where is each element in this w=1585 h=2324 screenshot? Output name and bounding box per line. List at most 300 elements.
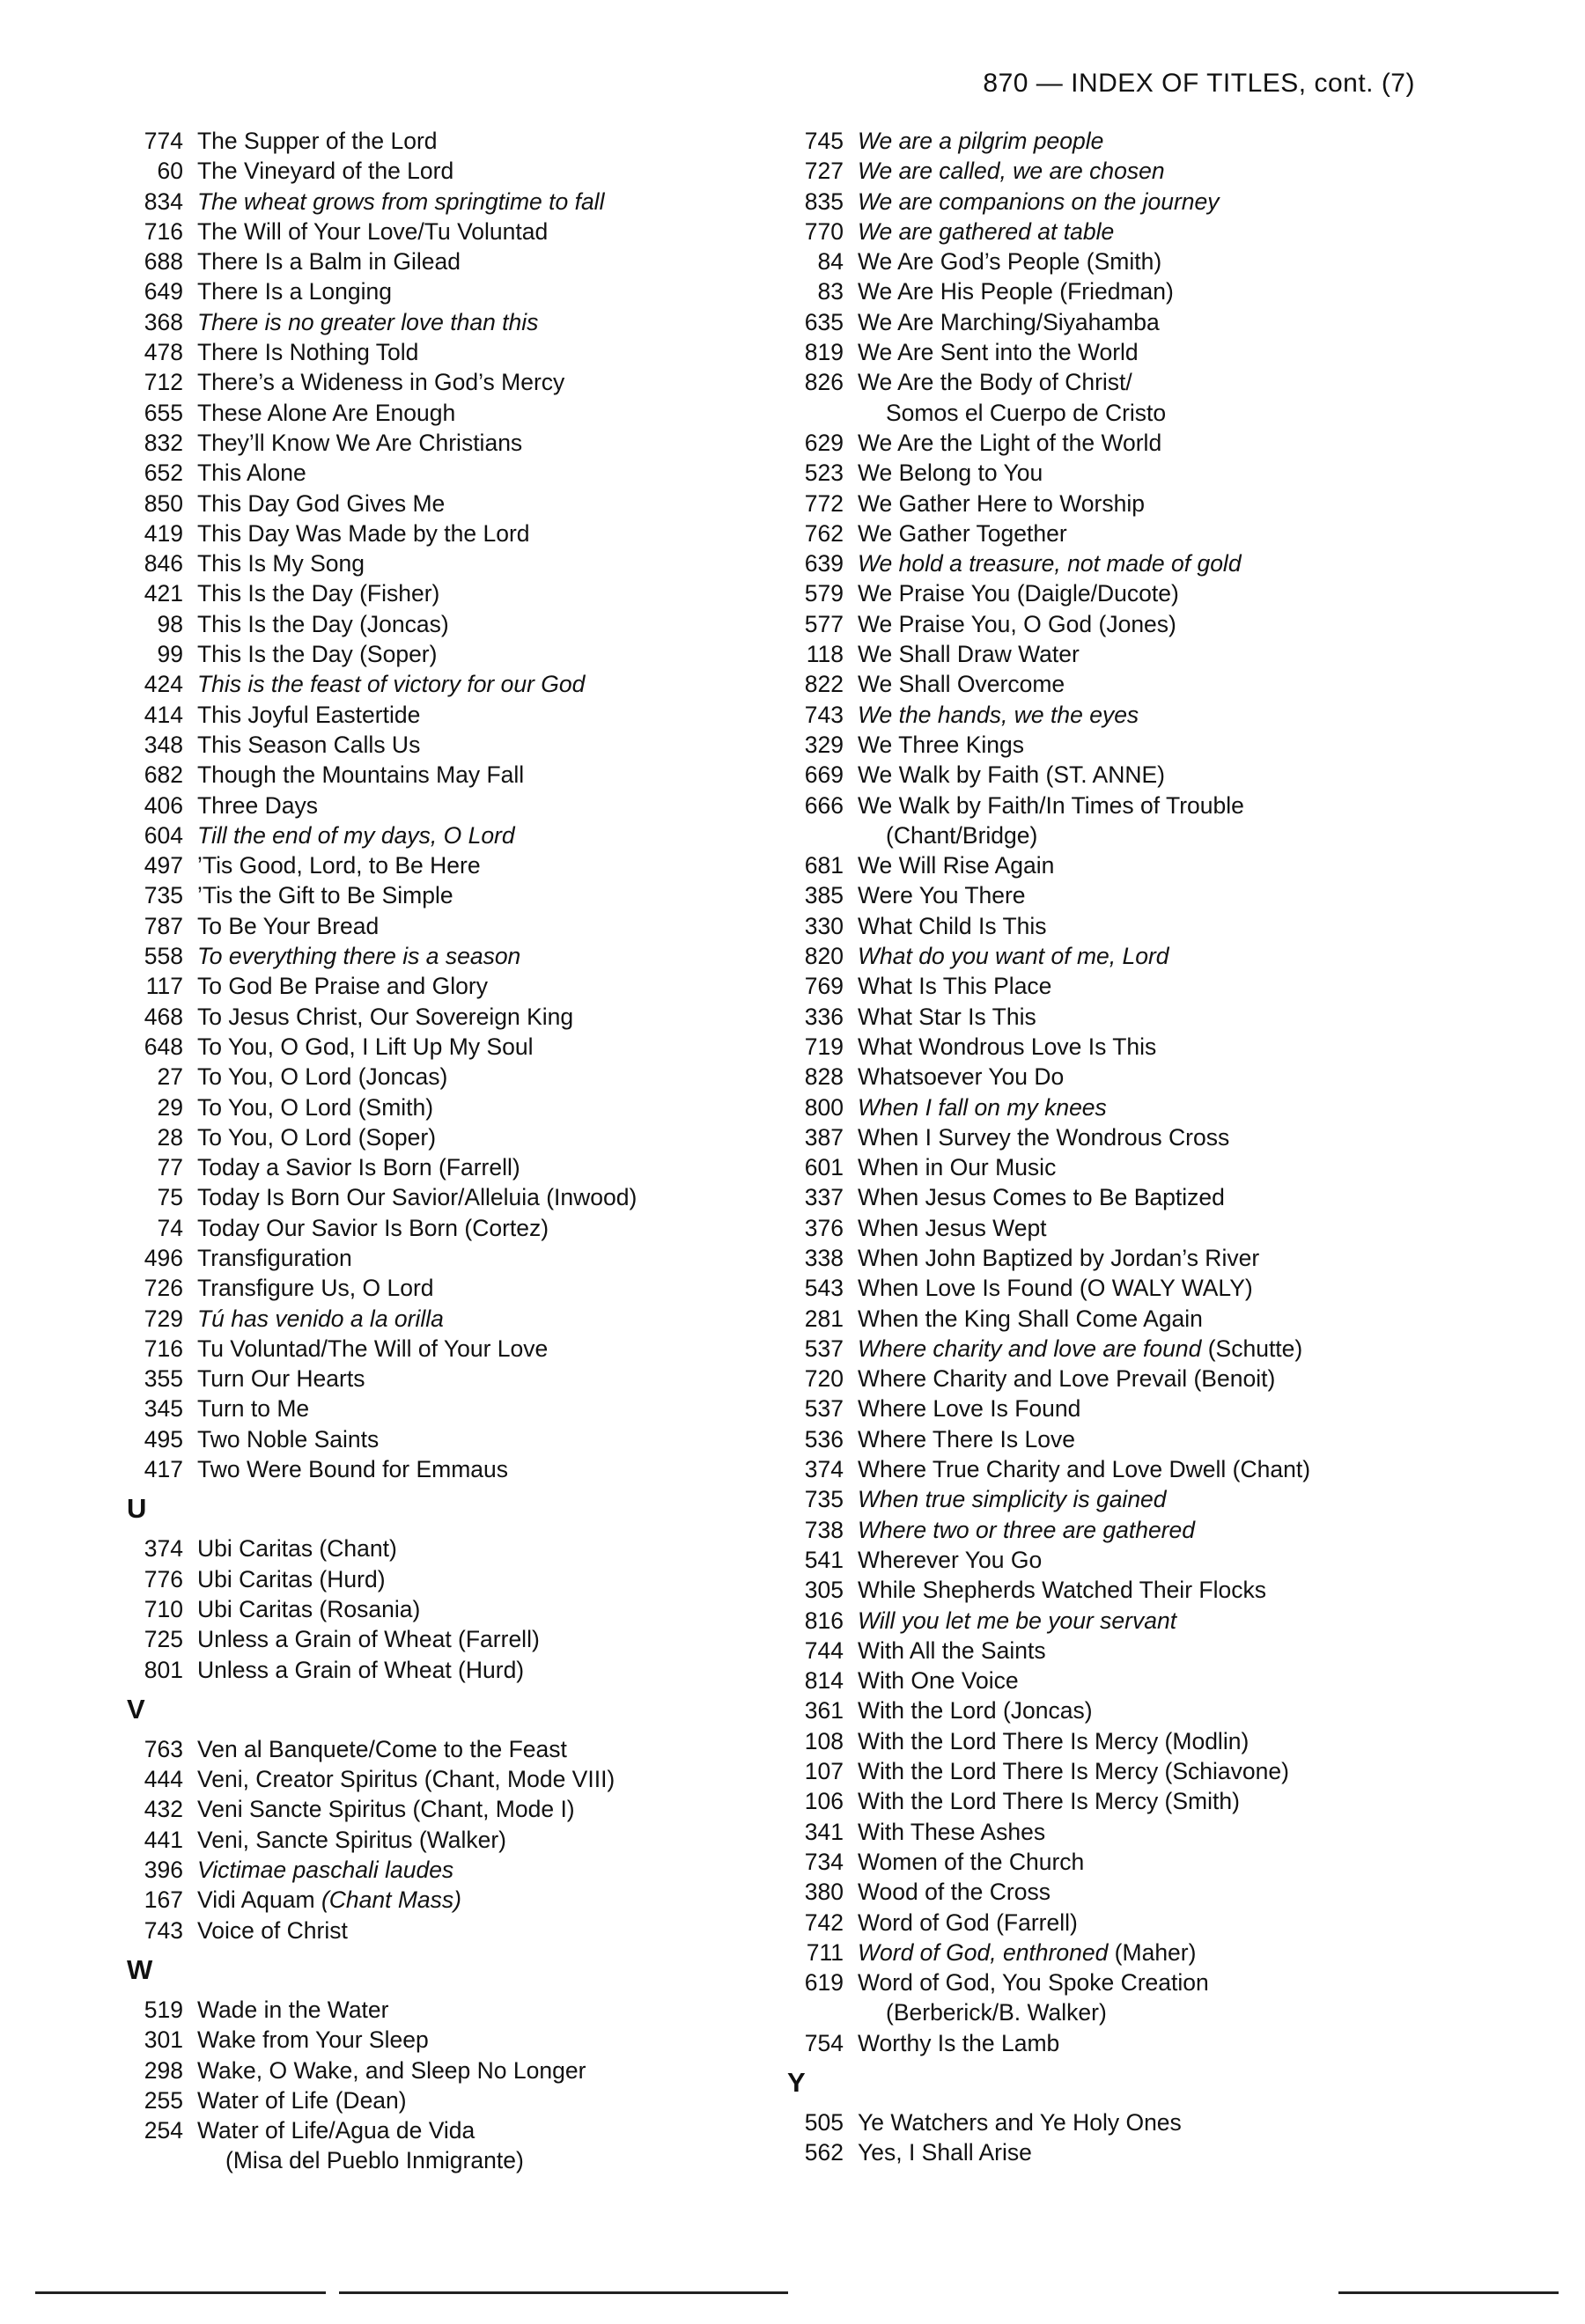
index-entry [784,971,1453,1001]
title-part: This Alone [197,460,306,487]
title-part: Somos el Cuerpo de Cristo [886,399,1167,426]
hymn-number: 770 [804,217,844,245]
hymn-title [197,458,306,488]
hymn-number: 681 [804,852,844,879]
hymn-title [197,578,439,608]
hymn-number: 523 [804,460,844,487]
title-part: What Child Is This [858,912,1047,939]
hymn-title [858,2107,1182,2137]
index-entry [123,609,792,639]
index-entry [784,880,1453,910]
hymn-title [858,126,1103,156]
hymn-number: 374 [144,1535,183,1563]
hymn-title [858,1243,1259,1273]
hymn-title [197,367,564,397]
hymn-title [197,669,585,699]
index-entry [123,578,792,608]
hymn-number: 387 [804,1123,844,1151]
hymn-number: 579 [804,580,844,607]
title-part: This Day God Gives Me [197,489,446,517]
title-part: To Be Your Bread [197,912,380,939]
index-entry [123,246,792,276]
hymn-number: 738 [804,1516,844,1543]
hymn-number: 496 [144,1244,183,1271]
hymn-title [197,1243,352,1273]
hymn-title [197,1825,506,1855]
hymn-title [197,1885,461,1915]
hymn-number: 711 [806,1938,844,1966]
index-entry [123,1032,792,1062]
hymn-title [197,1794,575,1824]
hymn-title [197,1855,453,1885]
index-entry [784,1756,1453,1786]
hymn-title [858,458,1043,488]
hymn-number: 84 [817,248,844,276]
section-letter: U [127,1493,147,1525]
hymn-title [197,548,365,578]
index-entry [784,1786,1453,1816]
index-entry [123,548,792,578]
title-part: We Will Rise Again [858,852,1055,879]
index-column-right [784,126,1453,2168]
hymn-number: 712 [144,369,183,396]
hymn-title [197,2056,586,2085]
title-part: (Maher) [1108,1938,1197,1966]
hymn-title [197,639,437,669]
index-entry [123,1454,792,1484]
hymn-number: 774 [144,128,183,154]
hymn-number: 419 [144,519,183,547]
hymn-number: 75 [157,1184,183,1211]
index-entry [123,1394,792,1423]
hymn-number: 337 [804,1184,844,1211]
title-part: Veni, Sancte Spiritus (Walker) [197,1826,507,1853]
hymn-title [858,669,1065,699]
hymn-title [197,911,379,941]
index-entry [123,880,792,910]
hymn-number: 743 [804,701,844,728]
hymn-number: 828 [804,1063,844,1091]
hymn-title [197,1152,520,1182]
page-header: 870 — INDEX OF TITLES, cont. (7) [983,69,1415,98]
hymn-title [858,730,1024,760]
index-entry [784,911,1453,941]
title-part: We Shall Overcome [858,671,1065,698]
index-entry [123,367,792,397]
hymn-title [858,1424,1075,1454]
hymn-number: 734 [804,1848,844,1875]
hymn-number: 826 [804,369,844,396]
title-part: We Are the Body of Christ/ [858,369,1132,396]
hymn-number: 106 [804,1788,844,1815]
hymn-title [858,1122,1229,1152]
hymn-number: 444 [144,1766,183,1793]
hymn-title [197,1092,433,1122]
title-part: We Praise You, O God (Jones) [858,610,1176,637]
hymn-number: 77 [157,1154,183,1181]
index-entry [784,337,1453,367]
index-entry [784,126,1453,156]
title-part: We hold a treasure, not made of gold [858,550,1242,577]
hymn-title [858,156,1165,186]
hymn-title [858,1152,1056,1182]
title-part: Wake, O Wake, and Sleep No Longer [197,2056,586,2084]
hymn-title [197,820,515,850]
title-part: We Three Kings [858,731,1025,758]
index-entry [784,1606,1453,1636]
index-entry [123,639,792,669]
title-part: Where charity and love are found [858,1335,1202,1362]
title-part: Today Our Savior Is Born (Cortez) [197,1214,549,1241]
title-part: Word of God (Farrell) [858,1908,1078,1936]
title-part: They’ll Know We Are Christians [197,429,523,456]
hymn-title [197,1734,567,1764]
index-entry [784,2107,1453,2137]
hymn-number: 726 [144,1275,183,1302]
index-entry [123,489,792,518]
title-part: This Is the Day (Soper) [197,641,438,668]
title-part: With All the Saints [858,1636,1046,1664]
title-part: There Is a Longing [197,278,392,305]
index-entry [784,1908,1453,1938]
hymn-title [197,1594,420,1624]
hymn-title [858,1182,1225,1212]
title-part: When the King Shall Come Again [858,1305,1203,1332]
title-part: We Are God’s People (Smith) [858,248,1162,276]
title-part: Where Charity and Love Prevail (Benoit) [858,1365,1276,1393]
hymn-number: 505 [804,2109,844,2136]
hymn-title [858,1726,1249,1756]
index-entry [784,578,1453,608]
hymn-number: 710 [144,1595,183,1622]
index-entry [123,1213,792,1243]
title-part: Where There Is Love [858,1425,1075,1452]
hymn-number: 850 [144,489,183,517]
index-entry [784,1967,1453,1997]
hymn-number: 74 [157,1214,183,1241]
hymn-number: 108 [804,1727,844,1754]
index-entry [123,1304,792,1334]
hymn-title [858,1062,1064,1092]
hymn-title [858,1092,1107,1122]
hymn-title [858,1756,1289,1786]
hymn-title [858,1364,1275,1394]
hymn-title [858,850,1054,880]
hymn-title [197,1533,397,1563]
hymn-number: 820 [804,943,844,970]
hymn-title [197,398,455,428]
hymn-title [858,548,1242,578]
index-entry [123,760,792,790]
hymn-number: 361 [804,1697,844,1725]
hymn-number: 744 [804,1636,844,1664]
title-part: The wheat grows from springtime to fall [197,188,605,215]
title-part: Worthy Is the Lamb [858,2029,1060,2056]
index-entry [784,669,1453,699]
index-entry [784,1726,1453,1756]
index-entry [123,850,792,880]
hymn-title [858,578,1179,608]
hymn-title [858,1334,1302,1364]
title-part: This Is the Day (Fisher) [197,580,440,607]
index-entry [123,307,792,337]
index-entry [123,1734,792,1764]
index-entry [784,609,1453,639]
hymn-number: 336 [804,1003,844,1030]
footer-rule [339,2291,788,2294]
index-entry [784,1847,1453,1877]
title-part: Three Days [197,791,318,819]
index-entry [123,1655,792,1685]
index-entry [123,1092,792,1122]
hymn-number: 83 [817,278,844,305]
index-entry [784,1092,1453,1122]
hymn-number: 60 [157,158,183,185]
hymn-title [858,1636,1046,1666]
index-entry [123,126,792,156]
hymn-number: 396 [144,1857,183,1884]
hymn-title [858,911,1047,941]
hymn-title [858,1454,1310,1484]
hymn-title [197,307,538,337]
hymn-number: 762 [804,519,844,547]
title-part: Victimae paschali laudes [197,1857,454,1884]
index-entry [123,1916,792,1945]
title-part: We the hands, we the eyes [858,701,1139,728]
title-part: (Schutte) [1201,1335,1303,1362]
section-letter: W [127,1953,153,1985]
hymn-number: 787 [144,912,183,939]
hymn-title [858,2137,1032,2167]
hymn-title [197,1213,549,1243]
title-part: Veni Sancte Spiritus (Chant, Mode I) [197,1796,575,1823]
title-part: To You, O Lord (Joncas) [197,1063,448,1091]
hymn-number: 338 [804,1244,844,1271]
hymn-number: 478 [144,339,183,366]
hymn-number: 814 [804,1667,844,1695]
title-part: With These Ashes [858,1818,1046,1845]
title-part: This Day Was Made by the Lord [197,519,530,547]
title-part: With the Lord There Is Mercy (Smith) [858,1788,1240,1815]
title-part: To everything there is a season [197,943,521,970]
index-entry [123,428,792,458]
hymn-number: 719 [804,1033,844,1060]
index-entry [784,1334,1453,1364]
hymn-title [197,1394,309,1423]
hymn-number: 255 [144,2086,183,2114]
hymn-number: 28 [157,1123,183,1151]
title-part: Unless a Grain of Wheat (Farrell) [197,1626,540,1653]
hymn-title [858,1817,1045,1847]
hymn-number: 385 [804,882,844,909]
index-entry [123,1564,792,1594]
title-part: Where two or three are gathered [858,1516,1195,1543]
hymn-number: 543 [804,1275,844,1302]
hymn-title [197,1995,389,2025]
index-entry [784,458,1453,488]
title-part: Where True Charity and Love Dwell (Chant) [858,1456,1311,1483]
hymn-number: 639 [804,550,844,577]
hymn-number: 345 [144,1395,183,1423]
index-entry [784,367,1453,397]
title-part: What Is This Place [858,973,1052,1000]
hymn-number: 666 [804,791,844,819]
hymn-number: 629 [804,429,844,456]
index-entry [784,941,1453,971]
hymn-number: 776 [144,1565,183,1592]
hymn-number: 406 [144,791,183,819]
title-part: We Are the Light of the World [858,429,1162,456]
hymn-title [197,1182,637,1212]
index-entry [784,791,1453,820]
hymn-title [858,941,1169,971]
index-entry [784,1545,1453,1575]
index-entry [123,1152,792,1182]
index-column-left [123,126,792,2176]
index-entry [123,1825,792,1855]
title-part: Though the Mountains May Fall [197,761,525,789]
index-entry [123,1002,792,1032]
index-entry [123,1995,792,2025]
hymn-number: 619 [804,1969,844,1997]
index-entry [123,1624,792,1654]
hymn-title [858,1213,1047,1243]
title-part: We Walk by Faith/In Times of Trouble [858,791,1244,819]
hymn-number: 424 [144,671,183,698]
hymn-number: 376 [804,1214,844,1241]
hymn-title [858,1273,1253,1303]
title-part: This Is My Song [197,550,365,577]
hymn-number: 341 [804,1818,844,1845]
hymn-title [197,2025,429,2055]
index-entry [123,187,792,217]
hymn-title [197,1334,548,1364]
title-part: With One Voice [858,1667,1019,1695]
hymn-number: 519 [144,1996,183,2023]
hymn-number: 822 [804,671,844,698]
hymn-title [858,1304,1203,1334]
hymn-number: 298 [144,2056,183,2084]
hymn-title [858,880,1026,910]
title-part: (Misa del Pueblo Inmigrante) [225,2147,524,2174]
index-entry [784,187,1453,217]
title-part: These Alone Are Enough [197,399,456,426]
title-continuation [123,2145,792,2175]
hymn-title [858,489,1145,518]
index-entry [123,1885,792,1915]
title-part: There’s a Wideness in God’s Mercy [197,369,565,396]
hymn-number: 541 [804,1546,844,1573]
hymn-number: 562 [804,2139,844,2166]
index-entry [784,1032,1453,1062]
hymn-title [858,1938,1196,1967]
hymn-title [858,609,1176,639]
index-entry [123,700,792,730]
index-entry [784,1666,1453,1695]
index-entry [123,1533,792,1563]
hymn-title [197,1564,386,1594]
title-part: Ven al Banquete/Come to the Feast [197,1735,567,1762]
index-entry [123,518,792,548]
index-entry [784,1394,1453,1423]
hymn-number: 819 [804,339,844,366]
title-part: When Love Is Found (O WALY WALY) [858,1275,1253,1302]
index-entry [784,276,1453,306]
hymn-title [858,337,1139,367]
hymn-title [197,850,481,880]
title-part: Unless a Grain of Wheat (Hurd) [197,1656,525,1683]
hymn-title [858,1545,1042,1575]
hymn-title [858,307,1160,337]
index-entry [784,1002,1453,1032]
hymn-number: 414 [144,701,183,728]
hymn-title [858,1575,1266,1605]
hymn-number: 835 [804,188,844,215]
hymn-title [197,1764,615,1794]
hymn-number: 254 [144,2117,183,2144]
index-entry [784,1182,1453,1212]
hymn-number: 772 [804,489,844,517]
hymn-number: 432 [144,1796,183,1823]
hymn-number: 655 [144,399,183,426]
hymn-number: 468 [144,1003,183,1030]
index-entry [784,428,1453,458]
hymn-title [858,1394,1080,1423]
title-part: We Praise You (Daigle/Ducote) [858,580,1179,607]
index-entry [784,1515,1453,1545]
hymn-number: 720 [804,1365,844,1393]
index-entry [123,730,792,760]
hymn-title [858,1002,1036,1032]
hymn-title [858,1877,1051,1907]
title-part: Wood of the Cross [858,1879,1051,1906]
index-entry [123,1334,792,1364]
title-part: Women of the Church [858,1848,1085,1875]
index-entry [784,1364,1453,1394]
hymn-number: 368 [144,308,183,335]
index-entry [784,1152,1453,1182]
title-part: Turn Our Hearts [197,1365,365,1393]
hymn-title [197,1122,436,1152]
title-part: (Chant/Bridge) [886,821,1038,849]
title-part: Water of Life (Dean) [197,2086,407,2114]
index-entry [123,1122,792,1152]
title-part: Wherever You Go [858,1546,1043,1573]
hymn-title [858,1967,1209,1997]
index-entry [784,1062,1453,1092]
title-part: We are gathered at table [858,217,1115,245]
hymn-title [858,1606,1176,1636]
title-part: We Are Marching/Siyahamba [858,308,1160,335]
hymn-title [197,730,420,760]
hymn-number: 725 [144,1626,183,1653]
hymn-number: 281 [804,1305,844,1332]
index-entry [123,1855,792,1885]
title-part: To You, O God, I Lift Up My Soul [197,1033,534,1060]
index-entry [123,276,792,306]
hymn-title [858,760,1165,790]
title-part: Till the end of my days, O Lord [197,821,515,849]
hymn-number: 380 [804,1879,844,1906]
title-part: To God Be Praise and Glory [197,973,488,1000]
index-entry [784,1636,1453,1666]
hymn-number: 604 [144,821,183,849]
title-part: Were You There [858,882,1026,909]
title-part: Voice of Christ [197,1916,348,1944]
hymn-number: 537 [804,1395,844,1423]
hymn-title [197,1916,348,1945]
title-part: We are companions on the journey [858,188,1220,215]
